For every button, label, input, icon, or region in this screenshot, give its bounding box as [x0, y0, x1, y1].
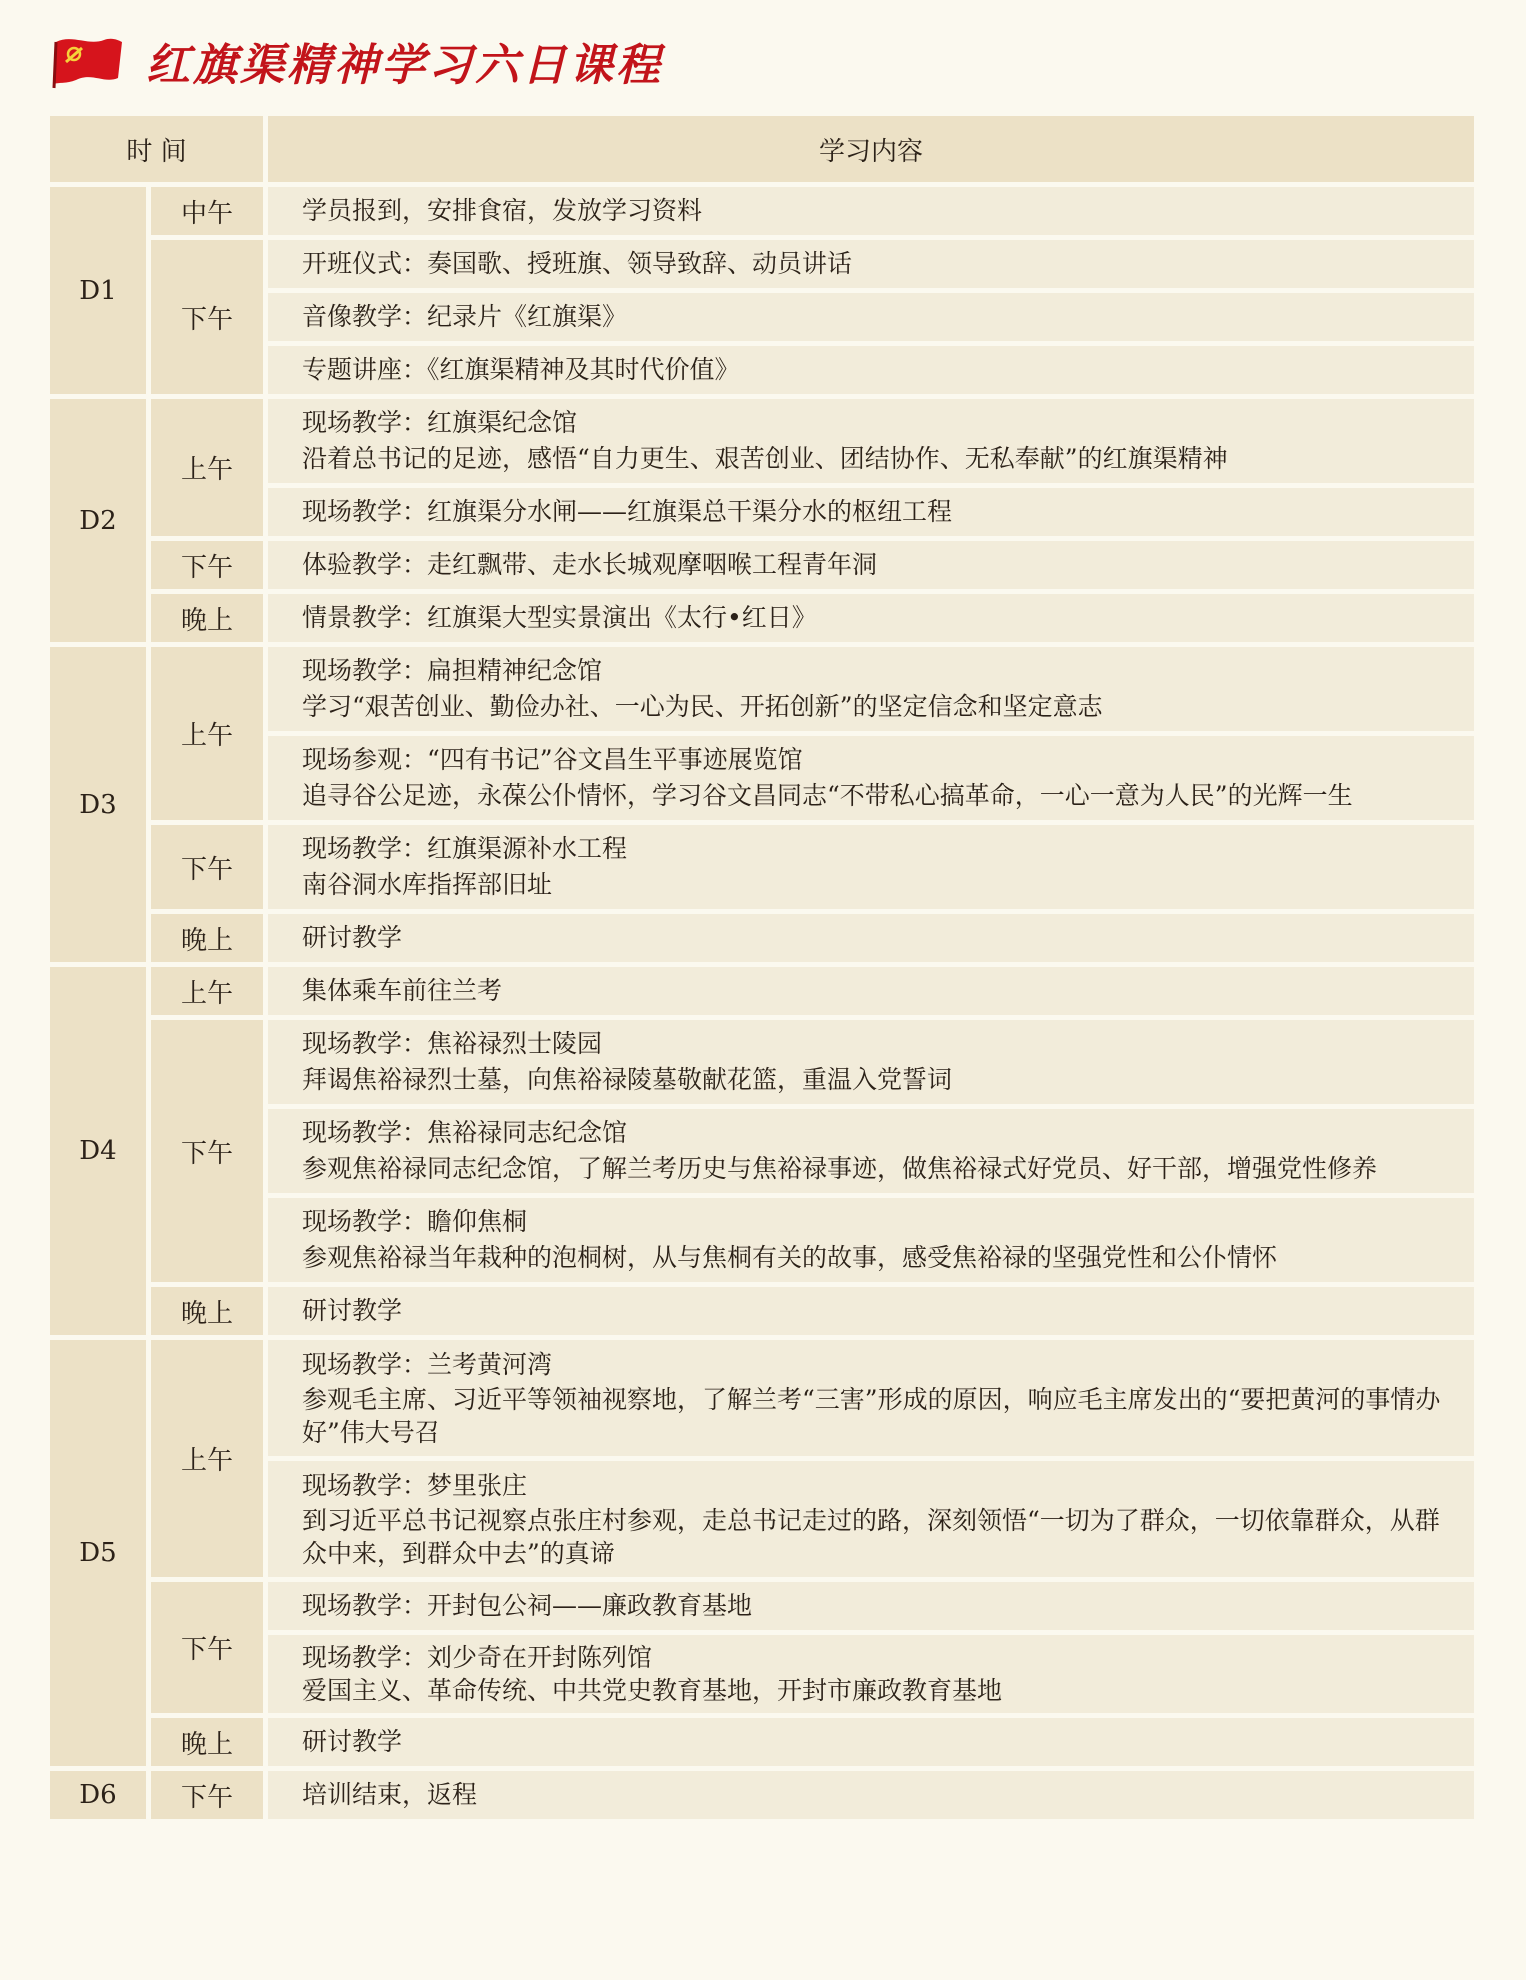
- content-line: 现场教学：梦里张庄: [302, 1471, 528, 1500]
- content-line: 培训结束，返程: [302, 1780, 478, 1809]
- period-label: 上午: [151, 1340, 263, 1577]
- table-row: [50, 346, 1474, 394]
- content-line: 沿着总书记的足迹，感悟“自力更生、艰苦创业、团结协作、无私奉献”的红旗渠精神: [302, 444, 1228, 473]
- table-row: [50, 1771, 1474, 1819]
- period-label: 下午: [151, 240, 263, 394]
- table-row: [50, 1718, 1474, 1766]
- day-label: D3: [50, 647, 146, 962]
- period-label: 下午: [151, 1771, 263, 1819]
- table-row: [50, 594, 1474, 642]
- content-line: 研讨教学: [302, 1727, 403, 1756]
- content-cell: [268, 240, 1474, 288]
- day-label: D4: [50, 967, 146, 1335]
- content-cell: [268, 736, 1474, 820]
- period-label: 中午: [151, 187, 263, 235]
- page-title: 红旗渠精神学习六日课程: [146, 40, 663, 91]
- content-line: 参观焦裕禄当年栽种的泡桐树，从与焦桐有关的故事，感受焦裕禄的坚强党性和公仆情怀: [302, 1243, 1278, 1272]
- content-line: 现场参观：“四有书记”谷文昌生平事迹展览馆: [302, 745, 803, 774]
- content-cell: [268, 293, 1474, 341]
- content-line: 现场教学：红旗渠分水闸——红旗渠总干渠分水的枢纽工程: [302, 497, 953, 526]
- content-line: 拜谒焦裕禄烈士墓，向焦裕禄陵墓敬献花篮，重温入党誓词: [302, 1065, 953, 1094]
- table-row: [50, 1198, 1474, 1282]
- content-line: 现场教学：兰考黄河湾: [302, 1350, 553, 1379]
- period-label: 上午: [151, 967, 263, 1015]
- content-cell: [268, 1287, 1474, 1335]
- content-line: 音像教学：纪录片《红旗渠》: [302, 302, 628, 331]
- period-label: 下午: [151, 1582, 263, 1713]
- content-cell: [268, 1020, 1474, 1104]
- table-row: [50, 399, 1474, 483]
- content-line: 现场教学：瞻仰焦桐: [302, 1207, 528, 1236]
- content-line: 现场教学：开封包公祠——廉政教育基地: [302, 1591, 753, 1620]
- period-label: 晚上: [151, 1287, 263, 1335]
- content-line: 爱国主义、革命传统、中共党史教育基地，开封市廉政教育基地: [302, 1676, 1003, 1705]
- table-row: [50, 825, 1474, 909]
- content-line: 参观焦裕禄同志纪念馆，了解兰考历史与焦裕禄事迹，做焦裕禄式好党员、好干部，增强党性修养: [302, 1154, 1378, 1183]
- content-line: 学员报到，安排食宿，发放学习资料: [302, 196, 703, 225]
- day-label: D1: [50, 187, 146, 394]
- content-line: 现场教学：焦裕禄同志纪念馆: [302, 1118, 628, 1147]
- period-label: 下午: [151, 825, 263, 909]
- period-label: 下午: [151, 541, 263, 589]
- content-cell: [268, 1198, 1474, 1282]
- content-cell: [268, 1771, 1474, 1819]
- content-line: 现场教学：红旗渠纪念馆: [302, 408, 578, 437]
- content-line: 到习近平总书记视察点张庄村参观，走总书记走过的路，深刻领悟“一切为了群众，一切依靠群众，从群众中来，到群众中去”的真谛: [302, 1506, 1440, 1568]
- table-row: [50, 187, 1474, 235]
- table-header-row: [50, 116, 1474, 182]
- period-label: 晚上: [151, 594, 263, 642]
- content-cell: [268, 346, 1474, 394]
- table-row: [50, 488, 1474, 536]
- content-cell: [268, 399, 1474, 483]
- content-line: 专题讲座：《红旗渠精神及其时代价值》: [302, 355, 740, 384]
- content-line: 研讨教学: [302, 1296, 403, 1325]
- content-cell: [268, 914, 1474, 962]
- table-row: [50, 914, 1474, 962]
- table-row: [50, 1461, 1474, 1577]
- content-cell: [268, 1582, 1474, 1630]
- content-cell: [268, 187, 1474, 235]
- content-line: 南谷洞水库指挥部旧址: [302, 870, 553, 899]
- page-header: [52, 26, 663, 96]
- table-row: [50, 1582, 1474, 1630]
- content-cell: [268, 594, 1474, 642]
- day-label: D6: [50, 1771, 146, 1819]
- day-label: D2: [50, 399, 146, 642]
- header-time: 时 间: [50, 116, 263, 182]
- content-line: 学习“艰苦创业、勤俭办社、一心为民、开拓创新”的坚定信念和坚定意志: [302, 692, 1103, 721]
- header-content: 学习内容: [268, 116, 1474, 182]
- table-row: [50, 967, 1474, 1015]
- content-line: 开班仪式：奏国歌、授班旗、领导致辞、动员讲话: [302, 249, 853, 278]
- content-cell: [268, 1635, 1474, 1713]
- content-cell: [268, 1461, 1474, 1577]
- period-label: 下午: [151, 1020, 263, 1282]
- table-row: [50, 541, 1474, 589]
- content-cell: [268, 541, 1474, 589]
- table-row: [50, 293, 1474, 341]
- table-row: [50, 1109, 1474, 1193]
- table-row: [50, 1340, 1474, 1456]
- party-flag-icon: [52, 32, 124, 90]
- table-row: [50, 736, 1474, 820]
- period-label: 晚上: [151, 1718, 263, 1766]
- content-line: 研讨教学: [302, 923, 403, 952]
- content-cell: [268, 1340, 1474, 1456]
- table-row: [50, 1020, 1474, 1104]
- table-row: [50, 1287, 1474, 1335]
- content-line: 参观毛主席、习近平等领袖视察地，了解兰考“三害”形成的原因，响应毛主席发出的“要把黄河的事情办好”伟大号召: [302, 1385, 1441, 1447]
- content-line: 追寻谷公足迹，永葆公仆情怀，学习谷文昌同志“不带私心搞革命，一心一意为人民”的光辉一生: [302, 781, 1353, 810]
- content-line: 现场教学：焦裕禄烈士陵园: [302, 1029, 603, 1058]
- day-label: D5: [50, 1340, 146, 1766]
- content-cell: [268, 488, 1474, 536]
- content-line: 现场教学：红旗渠源补水工程: [302, 834, 628, 863]
- period-label: 上午: [151, 399, 263, 536]
- content-cell: [268, 825, 1474, 909]
- content-line: 体验教学：走红飘带、走水长城观摩咽喉工程青年洞: [302, 550, 878, 579]
- content-cell: [268, 647, 1474, 731]
- table-row: [50, 240, 1474, 288]
- period-label: 晚上: [151, 914, 263, 962]
- content-cell: [268, 967, 1474, 1015]
- content-line: 集体乘车前往兰考: [302, 976, 503, 1005]
- schedule-table: [45, 111, 1479, 1824]
- content-line: 现场教学：扁担精神纪念馆: [302, 656, 603, 685]
- content-line: 现场教学：刘少奇在开封陈列馆: [302, 1643, 653, 1672]
- content-cell: [268, 1718, 1474, 1766]
- content-line: 情景教学：红旗渠大型实景演出《太行•红日》: [302, 603, 817, 632]
- content-cell: [268, 1109, 1474, 1193]
- table-row: [50, 647, 1474, 731]
- period-label: 上午: [151, 647, 263, 820]
- table-row: [50, 1635, 1474, 1713]
